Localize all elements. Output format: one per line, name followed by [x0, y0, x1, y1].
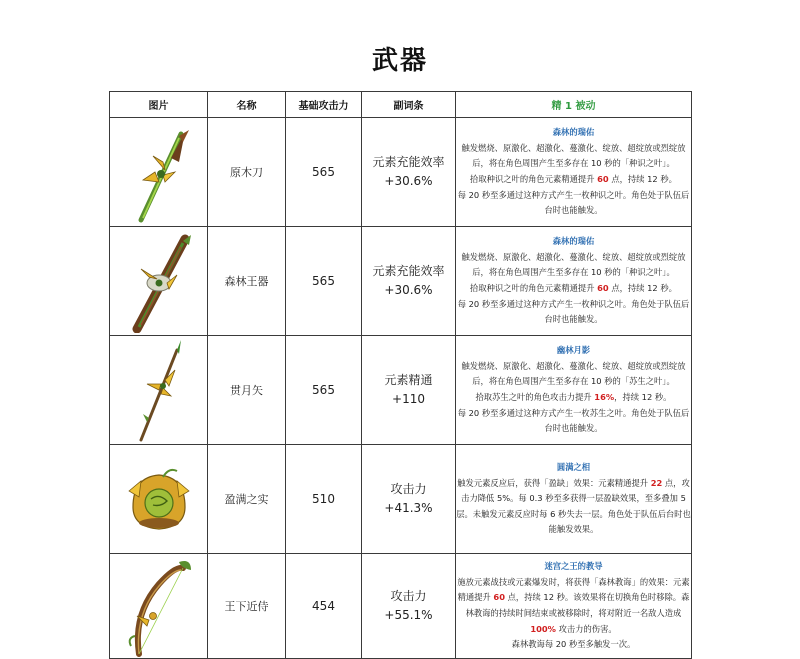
table-row [110, 336, 692, 445]
header-name: 名称 [208, 92, 286, 118]
weapon-name: 原木刀 [208, 118, 286, 227]
weapon-substat [362, 118, 456, 227]
sword-icon [119, 120, 199, 224]
header-image: 图片 [110, 92, 208, 118]
header-substat: 副词条 [362, 92, 456, 118]
header-base-atk: 基础攻击力 [286, 92, 362, 118]
passive-line: 拾取种识之叶的角色元素精通提升 60 点，持续 12 秒。 [470, 283, 677, 293]
passive-highlight: 60 [597, 174, 609, 184]
passive-title: 圆满之相 [556, 462, 591, 473]
substat-name: 元素充能效率 [372, 264, 445, 278]
substat-value: +30.6% [384, 283, 433, 297]
substat-value: +30.6% [384, 174, 433, 188]
passive-line: 施放元素战技或元素爆发时，将获得「森林教诲」的效果：元素精通提升 60 点，持续 12 秒。该效果将在切换角色时移除。森林教诲的持续时间结束或被移除时，将对附近一名敌人造成 100% 攻击力的伤害。 [457, 576, 690, 634]
passive-line: 每 20 秒至多通过这种方式产生一枚种识之叶。角色处于队伍后台时也能触发。 [457, 189, 690, 216]
weapon-image-cell [110, 227, 208, 336]
weapon-image-cell [110, 445, 208, 554]
passive-line: 每 20 秒至多通过这种方式产生一枚苏生之叶。角色处于队伍后台时也能触发。 [457, 407, 690, 434]
weapon-passive [456, 445, 692, 554]
passive-highlight: 22 [650, 477, 663, 488]
weapons-table [109, 91, 692, 659]
substat-name: 攻击力 [390, 482, 427, 496]
weapon-base-atk: 565 [286, 336, 362, 445]
passive-line: 每 20 秒至多通过这种方式产生一枚种识之叶。角色处于队伍后台时也能触发。 [457, 298, 690, 325]
substat-name: 元素精通 [384, 373, 433, 387]
catalyst-icon [119, 447, 199, 551]
header-passive: 精 1 被动 [456, 92, 692, 118]
weapon-image-cell [110, 118, 208, 227]
passive-title: 森林的瑞佑 [552, 236, 595, 247]
weapon-base-atk: 510 [286, 445, 362, 554]
weapon-substat [362, 554, 456, 659]
polearm-icon [119, 338, 199, 442]
passive-title: 森林的瑞佑 [552, 127, 595, 138]
passive-highlight: 16% [594, 392, 615, 402]
passive-line: 森林教诲每 20 秒至多触发一次。 [511, 639, 636, 650]
weapon-base-atk: 565 [286, 227, 362, 336]
table-row [110, 118, 692, 227]
weapon-image-cell [110, 554, 208, 659]
table-row [110, 227, 692, 336]
weapon-name: 盈满之实 [208, 445, 286, 554]
weapon-passive [456, 118, 692, 227]
weapon-base-atk: 454 [286, 554, 362, 659]
claymore-icon [119, 229, 199, 333]
passive-line: 触发燃烧、原激化、超激化、蔓激化、绽放、超绽放或烈绽放后，将在角色周围产生至多存在 10 秒的「种识之叶」。 [461, 251, 686, 278]
substat-value: +110 [392, 392, 425, 406]
table-header-row [110, 92, 692, 118]
bow-icon [119, 554, 199, 658]
passive-highlight: 60 [597, 283, 609, 293]
weapon-substat [362, 336, 456, 445]
weapon-passive [456, 554, 692, 659]
table-row [110, 554, 692, 659]
substat-value: +55.1% [384, 608, 433, 622]
passive-line: 触发燃烧、原激化、超激化、蔓激化、绽放、超绽放或烈绽放后，将在角色周围产生至多存在 10 秒的「苏生之叶」。 [461, 360, 686, 387]
substat-name: 元素充能效率 [372, 155, 445, 169]
weapon-name: 王下近侍 [208, 554, 286, 659]
passive-title: 幽林月影 [556, 345, 591, 356]
weapon-base-atk: 565 [286, 118, 362, 227]
weapon-passive [456, 227, 692, 336]
weapon-substat [362, 227, 456, 336]
weapon-image-cell [110, 336, 208, 445]
passive-line: 触发燃烧、原激化、超激化、蔓激化、绽放、超绽放或烈绽放后，将在角色周围产生至多存在 10 秒的「种识之叶」。 [461, 142, 686, 169]
weapon-name: 森林王器 [208, 227, 286, 336]
passive-title: 迷宫之王的教导 [544, 561, 603, 572]
passive-line: 拾取苏生之叶的角色攻击力提升 16%，持续 12 秒。 [475, 392, 672, 402]
passive-line: 拾取种识之叶的角色元素精通提升 60 点，持续 12 秒。 [470, 174, 677, 184]
table-row [110, 445, 692, 554]
passive-highlight: 60 [493, 592, 505, 603]
substat-name: 攻击力 [390, 589, 427, 603]
weapon-passive [456, 336, 692, 445]
substat-value: +41.3% [384, 501, 433, 515]
passive-highlight: 100% [530, 623, 556, 634]
passive-line: 触发元素反应后，获得「盈缺」效果：元素精通提升 22 点，攻击力降低 5%。每 0.3 秒至多获得一层盈缺效果，至多叠加 5 层。未触发元素反应时每 6 秒失去一层。角色处于队伍后台时也能触发效果。 [456, 477, 691, 535]
weapon-substat [362, 445, 456, 554]
weapon-name: 贯月矢 [208, 336, 286, 445]
page-title: 武器 [371, 46, 428, 76]
